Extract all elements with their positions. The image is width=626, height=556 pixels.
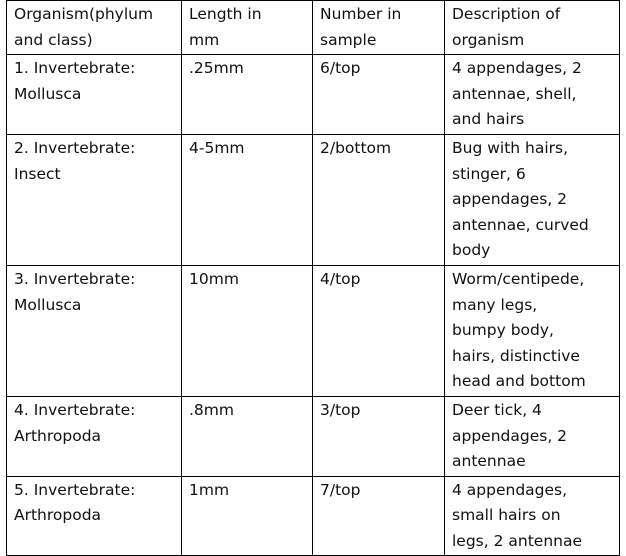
description-text: 4 appendages, 2 [452,59,582,78]
header-text: Number in [320,5,402,23]
number-cell [313,265,445,396]
length-cell [182,55,313,135]
number-cell [313,396,445,476]
number-cell [313,476,445,556]
description-text: many legs, [452,295,538,314]
length-text: .8mm [189,400,234,419]
number-text: 7/top [320,480,361,499]
description-text: body [452,241,491,260]
header-cell-organism [7,1,182,55]
description-text: legs, 2 antennae [452,531,583,550]
organism-text: 2. Invertebrate: [14,138,136,157]
description-cell [445,265,620,396]
organism-text: 5. Invertebrate: [14,480,136,499]
organism-table [6,0,620,556]
description-cell [445,134,620,265]
description-text: antennae, curved [452,215,589,234]
description-text: bumpy body, [452,321,554,340]
organism-text: Mollusca [14,295,82,314]
number-text: 3/top [320,400,361,419]
length-text: 1mm [189,480,230,499]
length-cell [182,265,313,396]
table-row [7,265,620,396]
organism-text: 3. Invertebrate: [14,269,136,288]
table-row [7,476,620,556]
description-text: 4 appendages, [452,480,568,499]
organism-text: Insect [14,164,61,183]
length-cell [182,134,313,265]
organism-text: 1. Invertebrate: [14,59,136,78]
organism-text: Arthropoda [14,506,102,525]
number-text: 4/top [320,269,361,288]
table-row [7,396,620,476]
header-row [7,1,620,55]
organism-cell [7,396,182,476]
number-text: 6/top [320,59,361,78]
description-text: hairs, distinctive [452,346,580,365]
organism-cell [7,265,182,396]
organism-text: 4. Invertebrate: [14,400,136,419]
description-text: antennae, shell, [452,84,577,103]
table-row [7,55,620,135]
header-text: Description of [452,5,561,23]
description-text: appendages, 2 [452,426,568,445]
header-text: sample [320,30,377,49]
description-text: antennae [452,452,526,471]
header-text: Organism(phylum [14,5,154,23]
header-cell-number [313,1,445,55]
organism-cell [7,476,182,556]
header-text: mm [189,30,220,49]
organism-text: Mollusca [14,84,82,103]
description-text: appendages, 2 [452,190,568,209]
header-text: Length in [189,5,262,23]
number-text: 2/bottom [320,138,392,157]
length-cell [182,396,313,476]
description-text: Deer tick, 4 [452,400,542,419]
header-text: organism [452,30,525,49]
organism-text: Arthropoda [14,426,102,445]
header-cell-length [182,1,313,55]
description-text: small hairs on [452,506,561,525]
description-text: and hairs [452,110,525,129]
description-text: head and bottom [452,372,586,391]
length-cell [182,476,313,556]
header-cell-description [445,1,620,55]
description-text: Bug with hairs, [452,138,569,157]
number-cell [313,55,445,135]
description-text: stinger, 6 [452,164,526,183]
description-cell [445,55,620,135]
table-row [7,134,620,265]
length-text: 4-5mm [189,138,245,157]
header-text: and class) [14,30,93,49]
description-text: Worm/centipede, [452,269,585,288]
description-cell [445,476,620,556]
description-cell [445,396,620,476]
organism-cell [7,55,182,135]
number-cell [313,134,445,265]
organism-cell [7,134,182,265]
length-text: 10mm [189,269,239,288]
length-text: .25mm [189,59,244,78]
